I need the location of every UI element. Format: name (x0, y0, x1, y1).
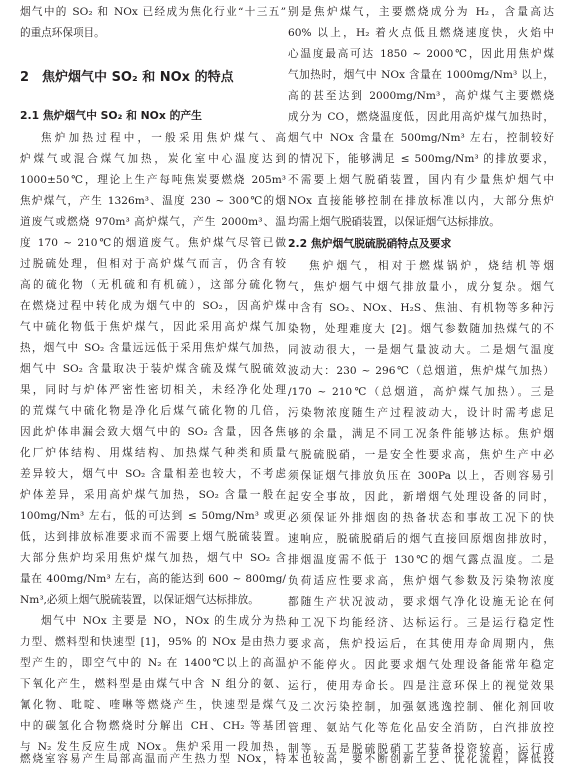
body-line: 运行，使用寿命长。四是注意环保上的视觉效果 (288, 680, 554, 692)
body-line: 要求高，焦炉投运后，在其使用寿命周期内，焦 (288, 638, 554, 650)
section-heading: 2 焦炉烟气中 SO₂ 和 NOx 的特点 (20, 70, 234, 85)
body-line: 1000±50℃，理论上生产每吨焦炭要燃烧 205m³ (20, 174, 286, 186)
body-line: 100mg/Nm³ 左右，低的可达到 ≤ 50mg/Nm³ 或更 (20, 510, 286, 522)
body-line: Nm³,必须上烟气脱硫装置，以保证烟气达标排放。 (20, 594, 259, 606)
body-line: 果，同时与炉体严密性密切相关，未经净化处理 (20, 384, 286, 396)
subsection-heading: 2.2 焦炉烟气脱硫脱硝特点及要求 (288, 237, 452, 250)
body-line: 气加热时，烟气中 NOx 含量在 1000mg/Nm³ 以上， (288, 69, 554, 81)
body-line: 过脱硫处理，但相对于高炉煤气而言，仍含有较 (20, 258, 286, 270)
body-line: 化厂炉体结构、用煤结构、加热煤气种类和质量 (20, 447, 286, 459)
body-line: 与 N₂ 发生反应生成 NOx。焦炉采用一段加热， (20, 741, 286, 753)
body-line: 燃烧室容易产生局部高温而产生热力型 NOx，特 (20, 753, 286, 765)
subsection-heading: 2.1 焦炉烟气中 SO₂ 和 NOx 的产生 (20, 109, 202, 122)
body-line: 速响应，脱硫脱硝后的烟气直接回原烟囱排放时， (288, 533, 554, 545)
body-line: 波动大：230 ~ 296℃（总烟道，焦炉煤气加热） (288, 365, 554, 377)
body-line: 因此炉体串漏会致大烟气中的 SO₂ 含量，因各焦 (20, 426, 286, 438)
body-line: 起安全事故，因此，新增烟气处理设备的同时， (288, 491, 554, 503)
body-line: 烟气中 NOx 含量在 500mg/Nm³ 左右，控制较好 (288, 132, 554, 144)
body-line: 负荷适应性要求高，焦炉烟气参数及污染物浓度 (288, 575, 554, 587)
body-line: 道废气或燃烧 970m³ 高炉煤气，产生 2000m³、温 (20, 216, 286, 228)
body-line: 在燃烧过程中转化成为烟气中的 SO₂，因高炉煤 (20, 300, 286, 312)
body-line: 度 170 ~ 210℃的烟道废气。焦炉煤气尽管已做 (20, 237, 286, 249)
body-line: 染物，处理难度大 [2]。烟气参数随加热煤气的不 (288, 323, 554, 335)
body-line: 烟气中 NOx 主要是 NO，NOx 的生成分为热 (41, 615, 286, 627)
body-line: 60% 以上，H₂ 着火点低且燃烧速度快，火焰中 (288, 27, 554, 39)
body-line: 中的碳氢化合物燃烧时分解出 CH、CH₂ 等基团 (20, 720, 286, 732)
body-line: 的情况下，能够满足 ≤ 500mg/Nm³ 的排放要求， (288, 153, 554, 165)
body-line: 型产生的，即空气中的 N₂ 在 1400℃以上的高温 (20, 657, 286, 669)
body-line: 量在 400mg/Nm³ 左右，高的能达到 600 ~ 800mg/ (20, 573, 286, 585)
body-line: 气脱硫脱硝，一是安全性要求高，焦炉生产中必 (288, 449, 554, 461)
intro-line: 烟气中的 SO₂ 和 NOx 已经成为焦化行业“十三五” (20, 6, 286, 18)
body-line: 都随生产状况波动，要求烟气净化设施无论在何 (288, 596, 554, 608)
body-line: 心温度最高可达 1850 ~ 2000℃，因此用焦炉煤 (288, 48, 554, 60)
body-line: 必须保证外排烟囱的热备状态和事故工况下的快 (288, 512, 554, 524)
body-line: 不需要上烟气脱硝装置，国内有少量焦炉烟气中 (288, 174, 554, 186)
intro-line: 的重点环保项目。 (20, 27, 105, 39)
body-line: 及二次污染控制，加强氨逃逸控制、催化剂回收 (288, 701, 554, 713)
body-line: 气中硫化物低于焦炉煤气，因此采用高炉煤气加 (20, 321, 286, 333)
body-line: 高的硫化物（无机硫和有机硫），这部分硫化物 (20, 279, 286, 291)
body-line: 够的余量，满足不同工况条件能够达标。焦炉烟 (288, 428, 554, 440)
body-line: 焦炉加热过程中，一般采用焦炉煤气、高 (41, 132, 286, 144)
body-line: 制等。五是脱硫脱硝工艺装备投资较高，运行成 (288, 743, 554, 755)
body-line: 成分为 CO，燃烧温度低，因此用高炉煤气加热时， (288, 111, 554, 123)
body-line: 同波动很大，一是烟气量波动大。二是烟气温度 (288, 344, 554, 356)
body-line: 低，达到排放标准要求而不需要上烟气脱硫装置。 (20, 531, 286, 543)
body-line: 种工况下均能经济、达标运行。三是运行稳定性 (288, 617, 554, 629)
body-line: 焦炉烟气，相对于燃煤锅炉，烧结机等烟 (309, 260, 554, 272)
body-line: 均需上烟气脱硝装置，以保证烟气达标排放。 (288, 216, 500, 228)
body-line: 炉体差异，采用高炉煤气加热，SO₂ 含量一般在 (20, 489, 286, 501)
body-line: 气，焦炉烟气中烟气排放量小，成分复杂。烟气 (288, 281, 554, 293)
body-line: 管理、氨站气化等危化品安全消防，白汽排放控 (288, 722, 554, 734)
body-line: 本也较高，要不断创新工艺、优化流程，降低投 (288, 753, 554, 765)
body-line: 别是焦炉煤气，主要燃烧成分为 H₂，含量高达 (288, 6, 554, 18)
body-line: 的荒煤气中硫化物是净化后煤气硫化物的几倍， (20, 405, 286, 417)
body-line: /170 ~ 210℃（总烟道，高炉煤气加热）。三是 (288, 386, 554, 398)
body-line: 热，烟气中 SO₂ 含量远远低于采用焦炉煤气加热， (20, 342, 286, 354)
body-line: 下氧化产生，燃料型是由煤气中含 N 组分的氨、 (20, 678, 286, 690)
body-line: NOx 直接能够控制在排放标准以内，大部分焦炉 (288, 195, 554, 207)
body-line: 高的甚至达到 2000mg/Nm³，高炉煤气主要燃烧 (288, 90, 554, 102)
body-line: 炉煤气或混合煤气加热，炭化室中心温度达到 (20, 153, 286, 165)
body-line: 须保证烟气排放负压在 300Pa 以上，否则容易引 (288, 470, 554, 482)
body-line: 炉不能停火。因此要求烟气处理设备能常年稳定 (288, 659, 554, 671)
body-line: 差异较大，烟气中 SO₂ 含量相差也较大，不考虑 (20, 468, 286, 480)
body-line: 焦炉煤气，产生 1326m³、温度 230 ~ 300℃的烟 (20, 195, 286, 207)
body-line: 排烟温度需不低于 130℃的烟气露点温度。二是 (288, 554, 554, 566)
body-line: 氰化物、吡啶、喹啉等燃烧产生，快速型是煤气 (20, 699, 286, 711)
body-line: 力型、燃料型和快速型 [1]，95% 的 NOx 是由热力 (20, 636, 286, 648)
body-line: 污染物浓度随生产过程波动大，设计时需考虑足 (288, 407, 554, 419)
body-line: 烟气中 SO₂ 含量取决于装炉煤含硫及煤气脱硫效 (20, 363, 286, 375)
body-line: 中含有 SO₂、NOx、H₂S、焦油、有机物等多种污 (288, 302, 554, 314)
body-line: 大部分焦炉均采用焦炉煤气加热，烟气中 SO₂ 含 (20, 552, 286, 564)
